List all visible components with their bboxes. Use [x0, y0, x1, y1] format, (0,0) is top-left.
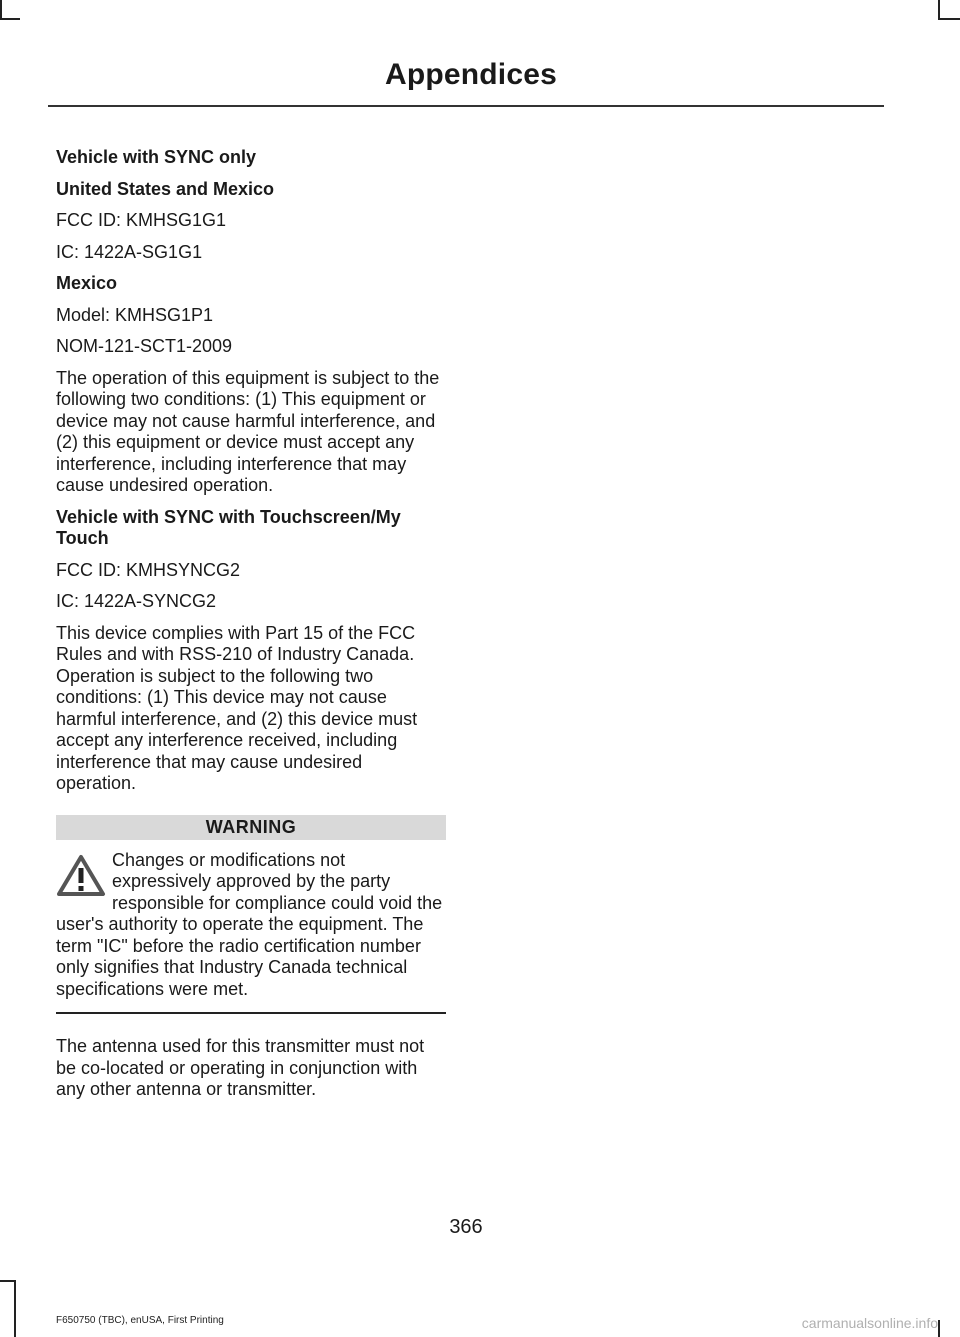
paragraph: The antenna used for this transmitter must not be co-located or operating in conjunction with any other antenna or transmitter.	[56, 1036, 425, 1099]
section-heading: Vehicle with SYNC with Touchscreen/My Touch	[56, 506, 401, 548]
section-heading: United States and Mexico	[56, 178, 275, 199]
paragraph: This device complies with Part 15 of the FCC Rules and with RSS-210 of Industry Canada. Operation is subject to the following two conditions: (1) This device may not cause harmful interference, and (2) this device must accept any interference received, including interference that may cause undesired operation.	[56, 622, 418, 793]
section-heading: Vehicle with SYNC only	[56, 147, 257, 167]
edition-info: F650750 (TBC), enUSA, First Printing	[56, 1315, 224, 1326]
warning-text: Changes or modifications not expressively approved by the party responsible for compliance could void the user's authority to operate the equipment. The term "IC" before the radio certification number only signifies that Industry Canada technical specifications were met.	[56, 849, 443, 999]
page-title: Appendices	[384, 58, 557, 91]
paragraph: The operation of this equipment is subject to the following two conditions: (1) This equipment or device may not cause harmful interference, and (2) this equipment or device must accept any interference, including interference that may cause undesired operation.	[56, 367, 440, 495]
crop-mark	[938, 18, 960, 20]
crop-mark	[0, 18, 20, 20]
crop-mark	[938, 1320, 940, 1337]
paragraph: IC: 1422A-SYNCG2	[56, 591, 217, 611]
warning-triangle-icon	[56, 854, 106, 898]
content-column	[56, 147, 446, 1111]
paragraph: Model: KMHSG1P1	[56, 304, 214, 325]
page-number: 366	[449, 1216, 483, 1238]
warning-box	[56, 850, 446, 1001]
paragraph: NOM-121-SCT1-2009	[56, 336, 233, 356]
crop-mark	[0, 1280, 16, 1282]
paragraph: IC: 1422A-SG1G1	[56, 241, 203, 262]
crop-mark	[0, 0, 2, 20]
crop-mark	[938, 0, 940, 20]
paragraph: FCC ID: KMHSYNCG2	[56, 559, 241, 580]
header-divider	[48, 105, 884, 107]
crop-mark	[14, 1280, 16, 1337]
watermark: carmanualsonline.info	[801, 1315, 938, 1331]
paragraph: FCC ID: KMHSG1G1	[56, 210, 227, 230]
warning-header: WARNING	[56, 815, 446, 840]
warning-divider	[56, 1012, 446, 1014]
section-heading: Mexico	[56, 273, 118, 293]
